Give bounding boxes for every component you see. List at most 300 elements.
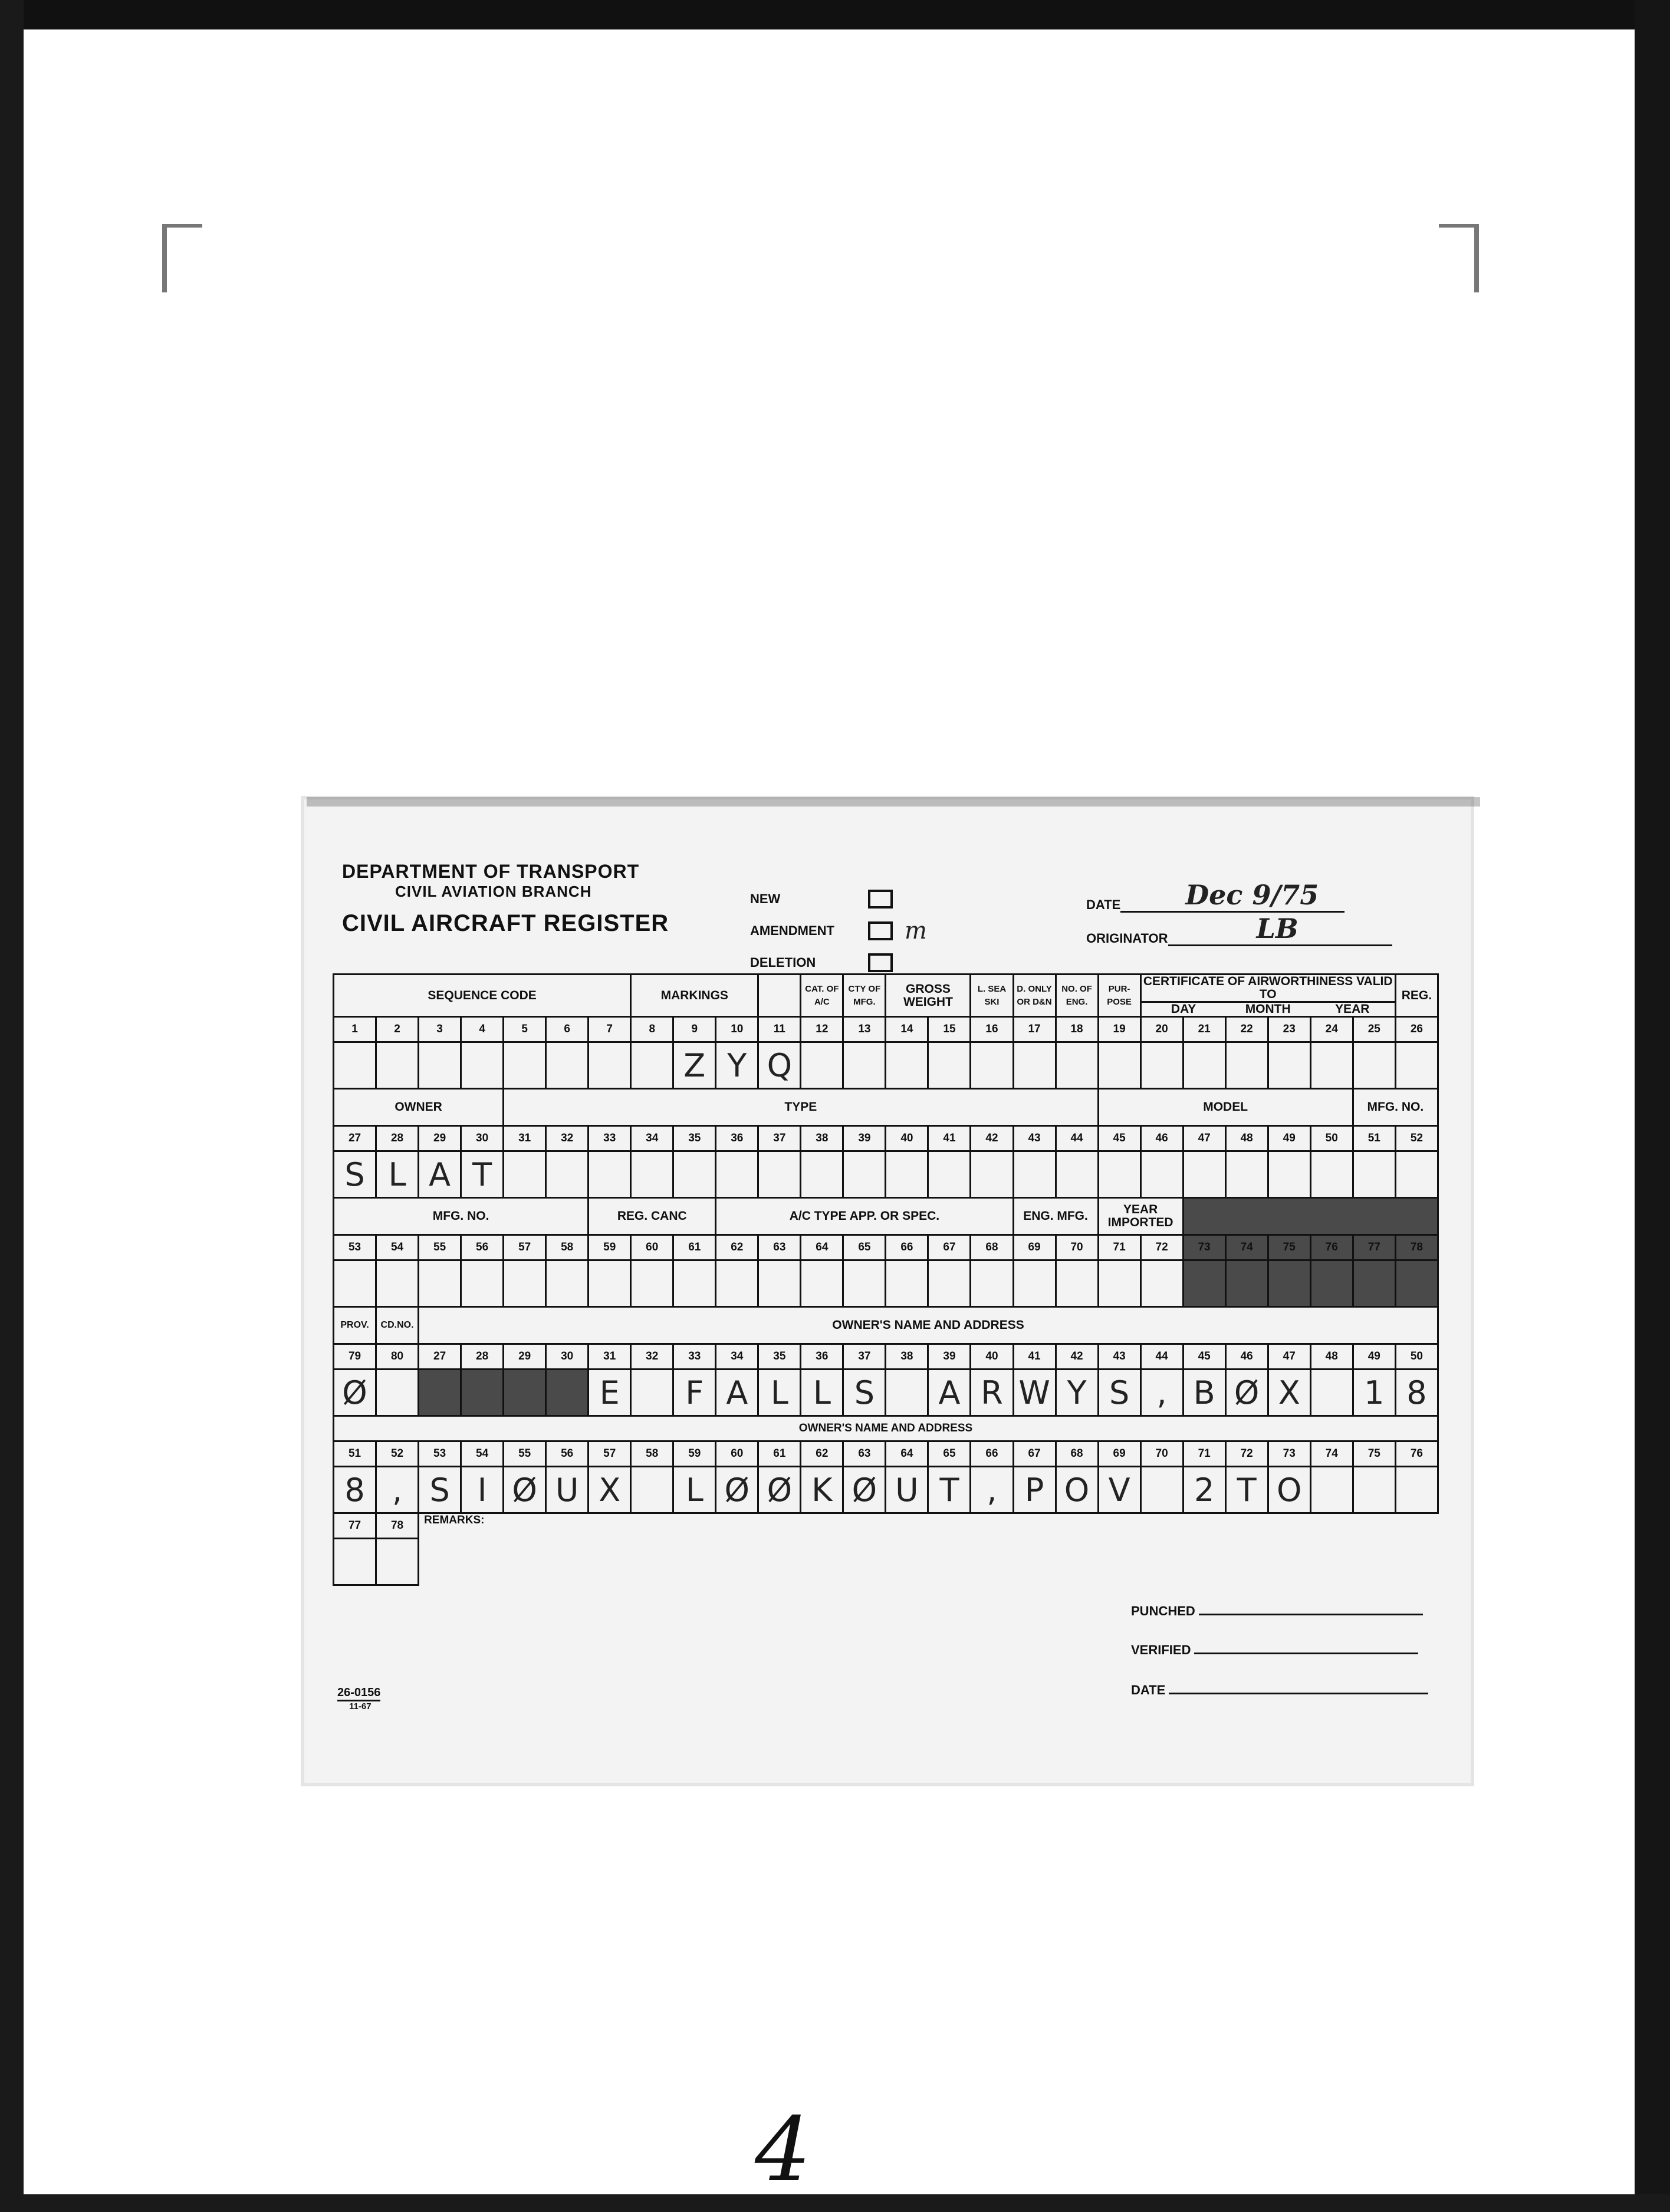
category-header: CAT. OF A/C [801, 975, 843, 1017]
entry-cell[interactable]: T [1225, 1467, 1268, 1513]
entry-cell[interactable]: S [1098, 1370, 1140, 1416]
entry-cell[interactable] [631, 1042, 673, 1089]
month-label: MONTH [1245, 1002, 1291, 1016]
column-number: 43 [1098, 1344, 1140, 1370]
date-value: Dec 9/75 [1185, 879, 1319, 911]
ac-type-header: A/C TYPE APP. OR SPEC. [716, 1198, 1013, 1235]
entry-cell[interactable] [1056, 1042, 1098, 1089]
column-number: 44 [1140, 1344, 1183, 1370]
column-number: 22 [1225, 1017, 1268, 1042]
column-number: 18 [1056, 1017, 1098, 1042]
column-number: 68 [1056, 1441, 1098, 1467]
column-number: 23 [1268, 1017, 1310, 1042]
footer-date-line[interactable] [1169, 1693, 1428, 1694]
entry-cell[interactable] [886, 1151, 928, 1198]
entry-cell[interactable] [1013, 1042, 1056, 1089]
column-number: 36 [716, 1126, 758, 1151]
column-number: 53 [419, 1441, 461, 1467]
deletion-checkbox[interactable] [868, 953, 893, 972]
entry-cell [1183, 1260, 1225, 1307]
entry-cell[interactable] [376, 1370, 419, 1416]
footer-date-label: DATE [1131, 1683, 1166, 1697]
entry-cell[interactable] [334, 1042, 376, 1089]
column-number: 56 [546, 1441, 589, 1467]
column-number: 61 [758, 1441, 801, 1467]
entry-cell[interactable]: 2 [1183, 1467, 1225, 1513]
entry-cell[interactable] [843, 1260, 886, 1307]
entry-cell[interactable] [1310, 1467, 1353, 1513]
column-number: 43 [1013, 1126, 1056, 1151]
entry-cell[interactable] [928, 1042, 971, 1089]
entry-cell[interactable] [419, 1042, 461, 1089]
column-number: 7 [589, 1017, 631, 1042]
column-number: 15 [928, 1017, 971, 1042]
column-number: 66 [886, 1235, 928, 1260]
entry-cell[interactable]: Z [673, 1042, 716, 1089]
owner-header: OWNER [334, 1089, 504, 1126]
register-grid [333, 973, 1439, 1586]
column-number: 6 [546, 1017, 589, 1042]
entry-cell[interactable] [801, 1042, 843, 1089]
entry-cell[interactable]: X [1268, 1370, 1310, 1416]
entry-cell[interactable] [716, 1151, 758, 1198]
column-number: 61 [673, 1235, 716, 1260]
entry-cell[interactable]: X [589, 1467, 631, 1513]
shaded-block [1183, 1198, 1438, 1235]
column-number: 4 [461, 1017, 504, 1042]
column-number: 62 [801, 1441, 843, 1467]
column-number: 32 [546, 1126, 589, 1151]
entry-cell[interactable] [1395, 1042, 1438, 1089]
column-number: 41 [1013, 1344, 1056, 1370]
entry-cell[interactable] [1268, 1151, 1310, 1198]
column-number: 30 [546, 1344, 589, 1370]
column-number: 19 [1098, 1017, 1140, 1042]
entry-cell[interactable]: 1 [1353, 1370, 1395, 1416]
column-number: 45 [1098, 1126, 1140, 1151]
column-number: 59 [589, 1235, 631, 1260]
entry-cell[interactable] [461, 1260, 504, 1307]
card-number-header: CD.NO. [376, 1307, 419, 1344]
column-number: 76 [1310, 1235, 1353, 1260]
entry-cell[interactable] [971, 1042, 1013, 1089]
entry-cell[interactable] [971, 1260, 1013, 1307]
entry-cell[interactable]: Ø [504, 1467, 546, 1513]
column-number: 68 [971, 1235, 1013, 1260]
entry-cell[interactable] [843, 1042, 886, 1089]
entry-cell [1268, 1260, 1310, 1307]
entry-cell[interactable] [1140, 1467, 1183, 1513]
column-number: 9 [673, 1017, 716, 1042]
entry-cell[interactable] [758, 1260, 801, 1307]
entry-cell[interactable]: S [334, 1151, 376, 1198]
column-number: 60 [716, 1441, 758, 1467]
verified-line[interactable] [1194, 1653, 1418, 1654]
entry-cell[interactable] [589, 1260, 631, 1307]
column-number: 40 [971, 1344, 1013, 1370]
column-number: 29 [419, 1126, 461, 1151]
column-number: 52 [376, 1441, 419, 1467]
column-number: 79 [334, 1344, 376, 1370]
column-number: 12 [801, 1017, 843, 1042]
entry-cell [504, 1370, 546, 1416]
crop-mark-left [162, 224, 202, 292]
column-number: 76 [1395, 1441, 1438, 1467]
column-number: 63 [758, 1235, 801, 1260]
entry-cell[interactable] [631, 1260, 673, 1307]
column-number: 17 [1013, 1017, 1056, 1042]
blank-header [758, 975, 801, 1017]
form-number-code: 26-0156 [337, 1686, 380, 1701]
form-number [337, 1686, 380, 1711]
column-number: 14 [886, 1017, 928, 1042]
column-number: 72 [1225, 1441, 1268, 1467]
entry-cell[interactable]: F [673, 1370, 716, 1416]
entry-cell[interactable]: A [928, 1370, 971, 1416]
column-number: 47 [1268, 1344, 1310, 1370]
punched-line[interactable] [1199, 1614, 1423, 1615]
entry-cell[interactable] [1140, 1151, 1183, 1198]
footer-date-field [1131, 1683, 1428, 1698]
entry-cell[interactable] [1056, 1260, 1098, 1307]
column-number: 71 [1183, 1441, 1225, 1467]
column-number: 69 [1013, 1235, 1056, 1260]
entry-cell[interactable] [886, 1370, 928, 1416]
column-number: 64 [801, 1235, 843, 1260]
entry-cell[interactable] [886, 1260, 928, 1307]
amendment-handwritten-mark: m [905, 917, 927, 944]
entry-cell[interactable] [1310, 1370, 1353, 1416]
column-number: 21 [1183, 1017, 1225, 1042]
entry-cell[interactable]: A [419, 1151, 461, 1198]
punched-label: PUNCHED [1131, 1604, 1195, 1618]
reg-canc-header: REG. CANC [589, 1198, 716, 1235]
entry-cell[interactable]: Ø [1225, 1370, 1268, 1416]
entry-cell[interactable] [589, 1151, 631, 1198]
column-number: 71 [1098, 1235, 1140, 1260]
eng-mfg-header: ENG. MFG. [1013, 1198, 1098, 1235]
purpose-header: PUR-POSE [1098, 975, 1140, 1017]
country-header: CTY OF MFG. [843, 975, 886, 1017]
entry-cell[interactable] [801, 1151, 843, 1198]
entry-cell[interactable]: Ø [716, 1467, 758, 1513]
column-number: 31 [589, 1344, 631, 1370]
entry-cell[interactable] [1140, 1260, 1183, 1307]
verified-field [1131, 1642, 1418, 1658]
column-number: 39 [843, 1126, 886, 1151]
entry-cell[interactable] [1056, 1151, 1098, 1198]
column-number: 25 [1353, 1017, 1395, 1042]
mfg-no-header: MFG. NO. [1353, 1089, 1438, 1126]
date-originator-block [1086, 879, 1392, 946]
entry-cell[interactable] [376, 1539, 419, 1585]
column-number: 31 [504, 1126, 546, 1151]
column-number: 53 [334, 1235, 376, 1260]
entry-cell[interactable] [419, 1260, 461, 1307]
entry-cell[interactable] [546, 1260, 589, 1307]
column-number: 48 [1225, 1126, 1268, 1151]
entry-cell[interactable]: R [971, 1370, 1013, 1416]
column-number: 67 [928, 1235, 971, 1260]
column-number: 30 [461, 1126, 504, 1151]
entry-cell[interactable] [1268, 1042, 1310, 1089]
entry-cell[interactable]: L [673, 1467, 716, 1513]
verified-label: VERIFIED [1131, 1642, 1191, 1657]
entry-cell[interactable] [1353, 1467, 1395, 1513]
airworthiness-title: CERTIFICATE OF AIRWORTHINESS VALID TO [1142, 975, 1395, 1003]
column-number: 77 [334, 1513, 376, 1539]
record-type-checks [750, 883, 927, 979]
entry-cell[interactable]: P [1013, 1467, 1056, 1513]
entry-cell[interactable]: A [716, 1370, 758, 1416]
entry-cell[interactable] [886, 1042, 928, 1089]
entry-cell[interactable] [801, 1260, 843, 1307]
entry-cell[interactable]: 8 [334, 1467, 376, 1513]
airworthiness-header [1140, 975, 1395, 1017]
column-number: 54 [376, 1235, 419, 1260]
entry-cell[interactable]: Y [1056, 1370, 1098, 1416]
column-number: 56 [461, 1235, 504, 1260]
entry-cell[interactable] [716, 1260, 758, 1307]
column-number: 73 [1183, 1235, 1225, 1260]
column-number: 37 [758, 1126, 801, 1151]
entry-cell[interactable]: O [1268, 1467, 1310, 1513]
column-number: 27 [419, 1344, 461, 1370]
entry-cell[interactable] [1013, 1260, 1056, 1307]
register-title: CIVIL AIRCRAFT REGISTER [342, 910, 669, 936]
punched-field [1131, 1604, 1423, 1619]
new-checkbox[interactable] [868, 890, 893, 908]
column-number: 62 [716, 1235, 758, 1260]
column-number: 39 [928, 1344, 971, 1370]
column-number: 67 [1013, 1441, 1056, 1467]
entry-cell[interactable]: , [376, 1467, 419, 1513]
entry-cell[interactable] [631, 1467, 673, 1513]
column-number: 58 [631, 1441, 673, 1467]
entry-cell[interactable] [504, 1151, 546, 1198]
entry-cell[interactable] [1098, 1260, 1140, 1307]
entry-cell[interactable]: W [1013, 1370, 1056, 1416]
column-number: 73 [1268, 1441, 1310, 1467]
film-border-top [0, 0, 1670, 29]
date-label: DATE [1086, 897, 1121, 912]
entry-cell[interactable] [376, 1260, 419, 1307]
owner-name-address-header-2: OWNER'S NAME AND ADDRESS [334, 1416, 1438, 1441]
column-number: 48 [1310, 1344, 1353, 1370]
entry-cell[interactable]: S [843, 1370, 886, 1416]
column-number: 20 [1140, 1017, 1183, 1042]
column-number: 77 [1353, 1235, 1395, 1260]
entry-cell[interactable] [928, 1151, 971, 1198]
column-number: 80 [376, 1344, 419, 1370]
entry-cell[interactable] [928, 1260, 971, 1307]
entry-cell[interactable] [673, 1151, 716, 1198]
entry-cell[interactable]: O [1056, 1467, 1098, 1513]
column-number: 74 [1310, 1441, 1353, 1467]
entry-cell[interactable] [504, 1042, 546, 1089]
entry-cell[interactable]: , [971, 1467, 1013, 1513]
entry-cell[interactable] [1353, 1151, 1395, 1198]
column-number: 26 [1395, 1017, 1438, 1042]
owner-name-address-header: OWNER'S NAME AND ADDRESS [419, 1307, 1438, 1344]
column-number: 41 [928, 1126, 971, 1151]
entry-cell [419, 1370, 461, 1416]
column-number: 47 [1183, 1126, 1225, 1151]
entry-cell[interactable] [334, 1539, 376, 1585]
form-revision: 11-67 [349, 1701, 372, 1711]
column-number: 42 [1056, 1344, 1098, 1370]
entry-cell[interactable]: B [1183, 1370, 1225, 1416]
column-number: 34 [631, 1126, 673, 1151]
entry-cell[interactable] [1140, 1042, 1183, 1089]
column-number: 42 [971, 1126, 1013, 1151]
department-title: DEPARTMENT OF TRANSPORT [342, 861, 640, 882]
sequence-code-header: SEQUENCE CODE [334, 975, 631, 1017]
reg-header: REG. [1395, 975, 1438, 1017]
entry-cell[interactable]: Ø [758, 1467, 801, 1513]
column-number: 27 [334, 1126, 376, 1151]
column-number: 49 [1268, 1126, 1310, 1151]
model-header: MODEL [1098, 1089, 1353, 1126]
entry-cell[interactable]: , [1140, 1370, 1183, 1416]
entry-cell [1225, 1260, 1268, 1307]
entry-cell[interactable]: I [461, 1467, 504, 1513]
entry-cell[interactable]: S [419, 1467, 461, 1513]
entry-cell[interactable]: T [928, 1467, 971, 1513]
column-number: 51 [1353, 1126, 1395, 1151]
entry-cell[interactable] [546, 1151, 589, 1198]
column-number: 33 [589, 1126, 631, 1151]
entry-cell[interactable] [631, 1370, 673, 1416]
entry-cell[interactable]: Ø [334, 1370, 376, 1416]
column-number: 78 [1395, 1235, 1438, 1260]
day-night-header: D. ONLY OR D&N [1013, 975, 1056, 1017]
entry-cell[interactable]: U [546, 1467, 589, 1513]
column-number: 34 [716, 1344, 758, 1370]
entry-cell[interactable] [631, 1151, 673, 1198]
entry-cell [546, 1370, 589, 1416]
column-number: 65 [843, 1235, 886, 1260]
entry-cell[interactable]: Ø [843, 1467, 886, 1513]
column-number: 60 [631, 1235, 673, 1260]
branch-title: CIVIL AVIATION BRANCH [395, 883, 592, 900]
entry-cell[interactable]: E [589, 1370, 631, 1416]
entry-cell[interactable] [1395, 1467, 1438, 1513]
column-number: 57 [504, 1235, 546, 1260]
column-number: 51 [334, 1441, 376, 1467]
entry-cell[interactable] [843, 1151, 886, 1198]
column-number: 3 [419, 1017, 461, 1042]
markings-header: MARKINGS [631, 975, 758, 1017]
amendment-label: AMENDMENT [750, 923, 834, 938]
column-number: 11 [758, 1017, 801, 1042]
entry-cell[interactable]: L [376, 1151, 419, 1198]
film-border-right [1635, 0, 1670, 2212]
entry-cell[interactable] [1183, 1042, 1225, 1089]
column-number: 8 [631, 1017, 673, 1042]
column-number: 63 [843, 1441, 886, 1467]
film-border-bottom [0, 2194, 1670, 2212]
column-number: 57 [589, 1441, 631, 1467]
entry-cell[interactable] [461, 1042, 504, 1089]
entry-cell[interactable] [1310, 1151, 1353, 1198]
column-number: 75 [1268, 1235, 1310, 1260]
entry-cell[interactable] [1225, 1042, 1268, 1089]
entry-cell[interactable] [589, 1042, 631, 1089]
column-number: 1 [334, 1017, 376, 1042]
entry-cell[interactable] [334, 1260, 376, 1307]
entry-cell[interactable] [504, 1260, 546, 1307]
crop-mark-right [1439, 224, 1479, 292]
column-number: 66 [971, 1441, 1013, 1467]
column-number: 36 [801, 1344, 843, 1370]
column-number: 35 [758, 1344, 801, 1370]
entry-cell[interactable] [1353, 1042, 1395, 1089]
column-number: 54 [461, 1441, 504, 1467]
entry-cell [1353, 1260, 1395, 1307]
column-number: 44 [1056, 1126, 1098, 1151]
handwritten-page-number: 4 [755, 2099, 811, 2201]
entry-cell[interactable] [1310, 1042, 1353, 1089]
entry-cell[interactable]: L [801, 1370, 843, 1416]
entry-cell[interactable] [376, 1042, 419, 1089]
column-number: 65 [928, 1441, 971, 1467]
mfg-no-header-2: MFG. NO. [334, 1198, 589, 1235]
column-number: 50 [1310, 1126, 1353, 1151]
entry-cell[interactable]: U [886, 1467, 928, 1513]
entry-cell[interactable] [1013, 1151, 1056, 1198]
type-header: TYPE [504, 1089, 1098, 1126]
column-number: 58 [546, 1235, 589, 1260]
entry-cell [1395, 1260, 1438, 1307]
column-number: 50 [1395, 1344, 1438, 1370]
column-number: 28 [461, 1344, 504, 1370]
column-number: 35 [673, 1126, 716, 1151]
year-imported-header: YEAR IMPORTED [1098, 1198, 1183, 1235]
land-sea-ski-header: L. SEA SKI [971, 975, 1013, 1017]
entry-cell[interactable]: K [801, 1467, 843, 1513]
column-number: 74 [1225, 1235, 1268, 1260]
entry-cell[interactable]: L [758, 1370, 801, 1416]
entry-cell[interactable] [1395, 1151, 1438, 1198]
column-number: 49 [1353, 1344, 1395, 1370]
column-number: 32 [631, 1344, 673, 1370]
entry-cell[interactable]: T [461, 1151, 504, 1198]
amendment-checkbox[interactable] [868, 921, 893, 940]
new-label: NEW [750, 891, 781, 906]
column-number: 16 [971, 1017, 1013, 1042]
originator-value: LB [1256, 913, 1298, 944]
entry-cell[interactable]: Y [716, 1042, 758, 1089]
entry-cell[interactable] [758, 1151, 801, 1198]
entry-cell[interactable] [1098, 1042, 1140, 1089]
entry-cell[interactable] [971, 1151, 1013, 1198]
column-number: 78 [376, 1513, 419, 1539]
column-number: 38 [801, 1126, 843, 1151]
entry-cell [461, 1370, 504, 1416]
entry-cell[interactable] [1225, 1151, 1268, 1198]
entry-cell[interactable]: Q [758, 1042, 801, 1089]
engines-header: NO. OF ENG. [1056, 975, 1098, 1017]
remarks-label: REMARKS: [419, 1513, 1438, 1585]
entry-cell[interactable]: 8 [1395, 1370, 1438, 1416]
entry-cell[interactable] [673, 1260, 716, 1307]
entry-cell[interactable] [546, 1042, 589, 1089]
column-number: 2 [376, 1017, 419, 1042]
entry-cell[interactable] [1098, 1151, 1140, 1198]
entry-cell[interactable] [1183, 1151, 1225, 1198]
entry-cell[interactable]: V [1098, 1467, 1140, 1513]
